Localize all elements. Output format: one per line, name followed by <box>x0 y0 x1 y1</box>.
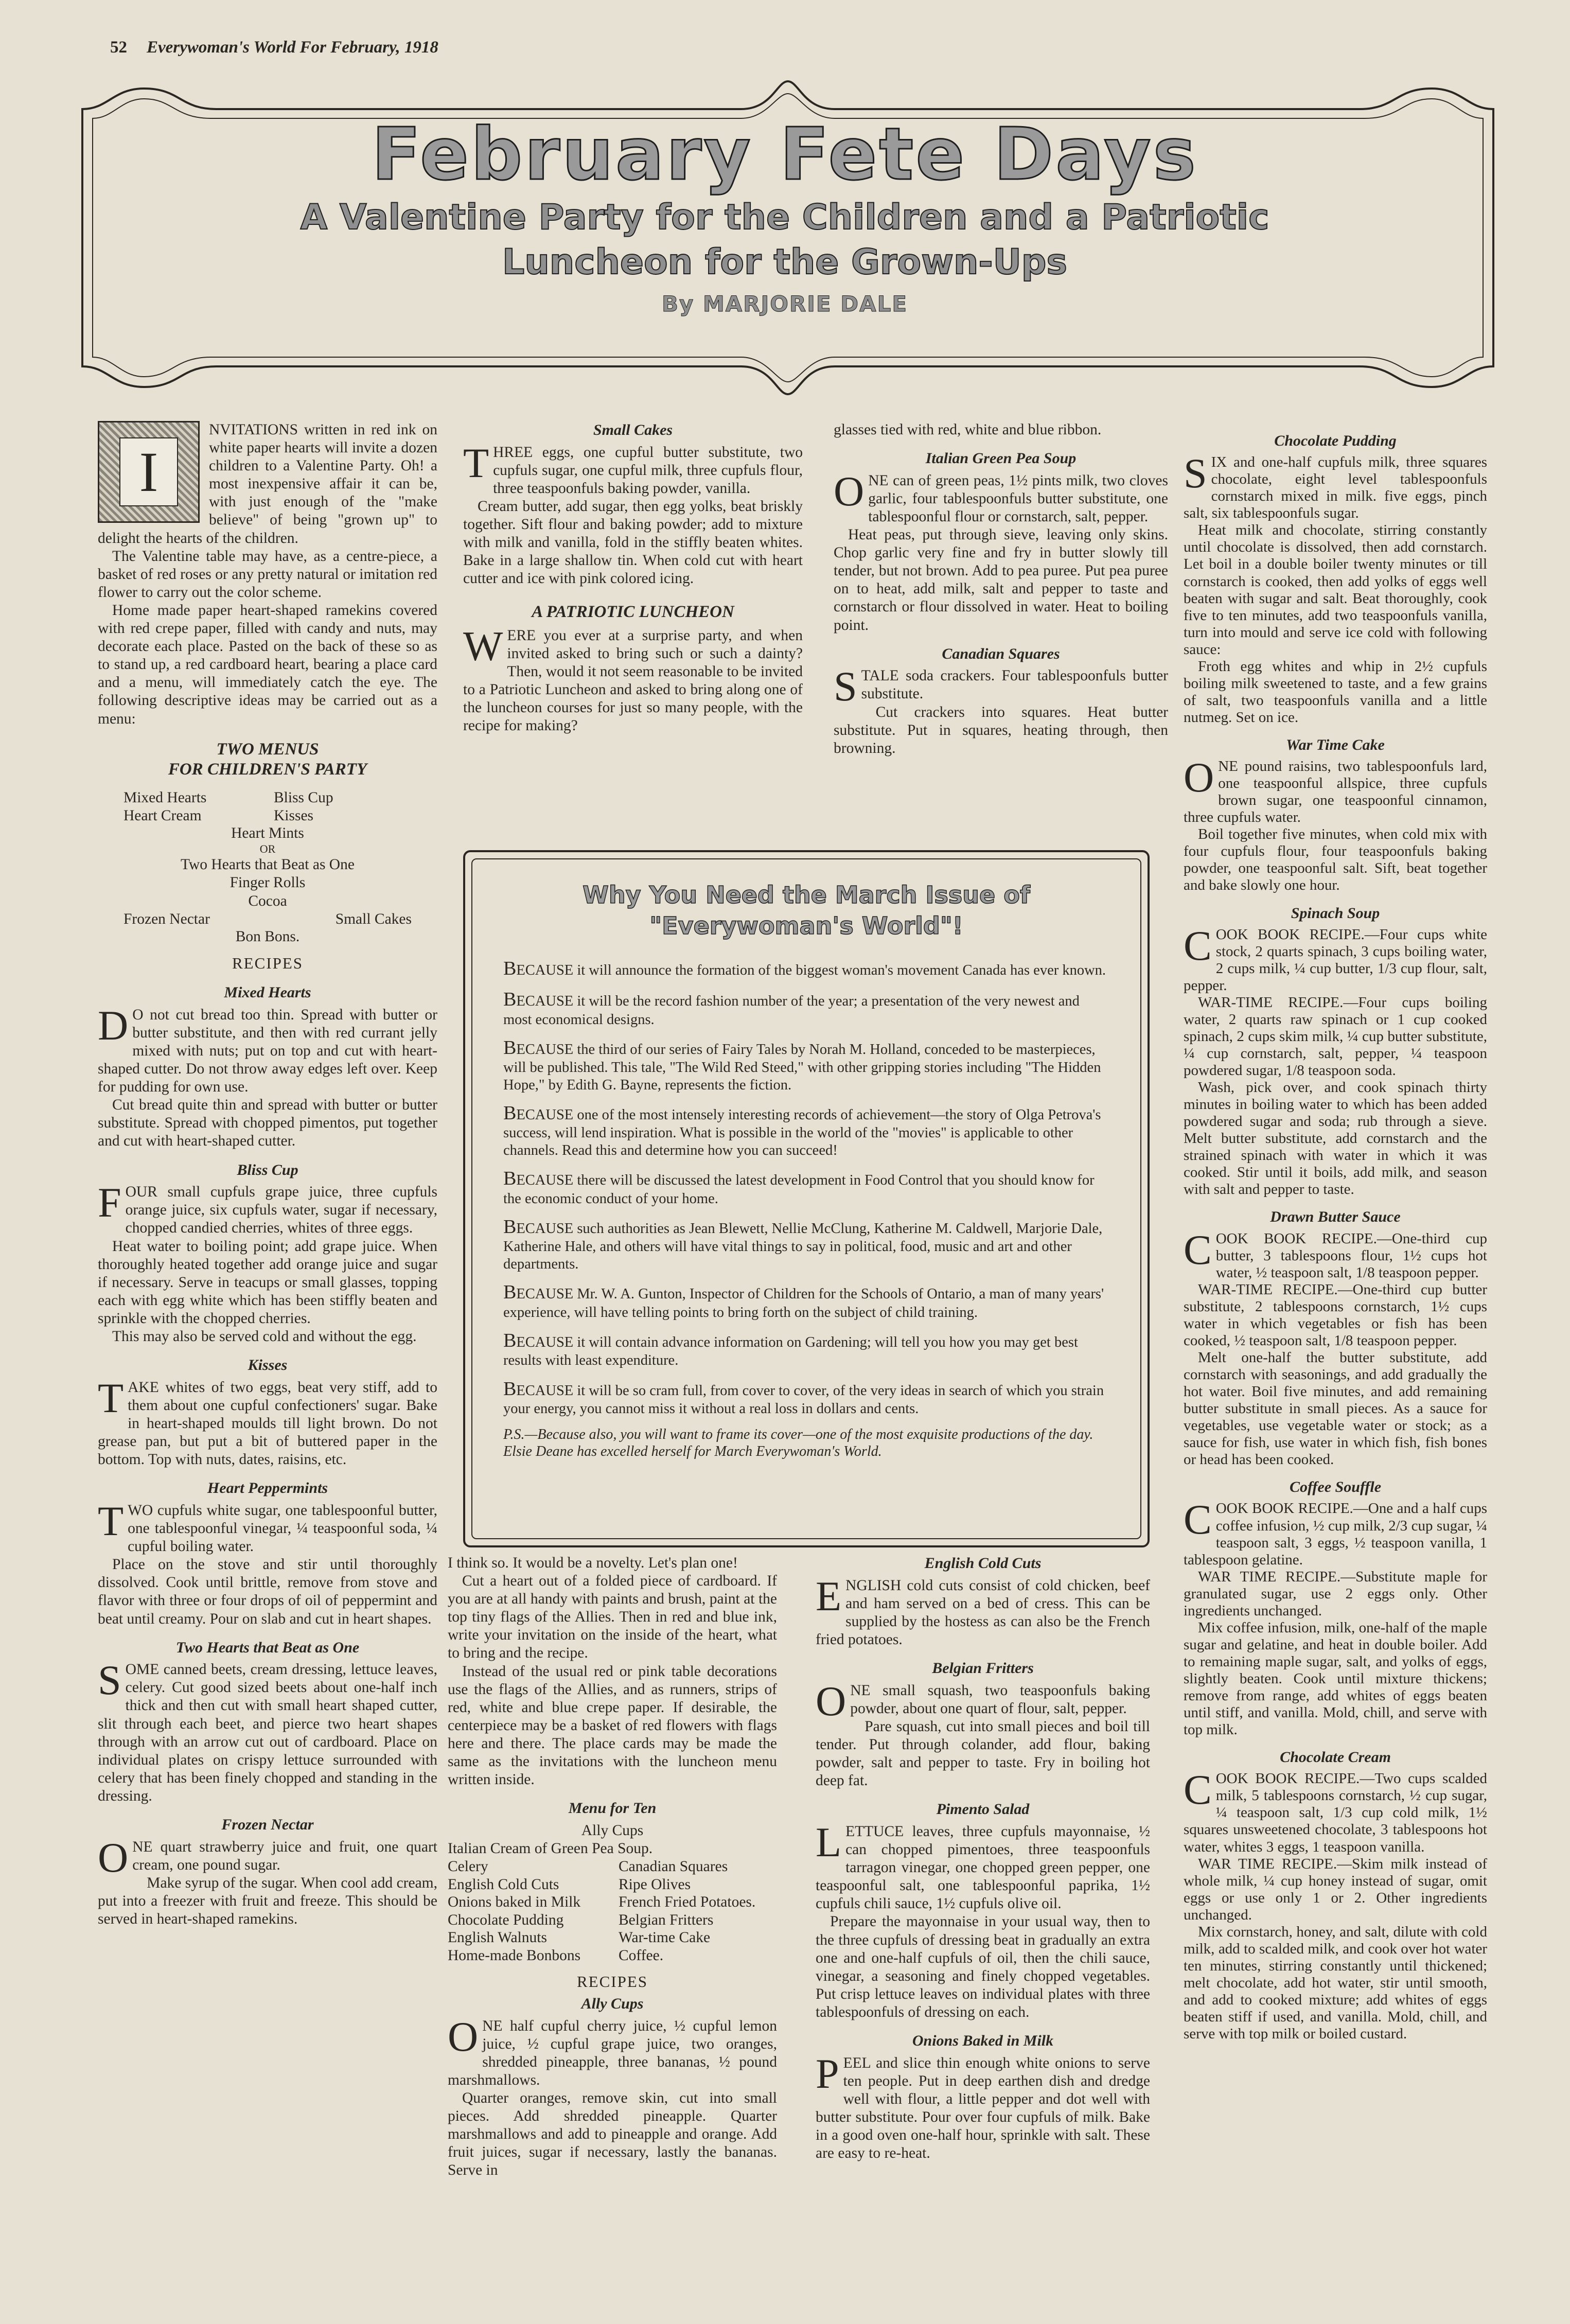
recipe-heading: Small Cakes <box>593 421 673 438</box>
box-item: BECAUSE it will be so cram full, from cover to cover, of the very ideas in search of which you strain your energy, you cannot miss it without a real loss in dollars and cents. <box>503 1378 1104 1417</box>
drop-cap: S <box>834 663 857 710</box>
drop-cap: P <box>816 2050 839 2097</box>
drop-cap: T <box>98 1374 124 1421</box>
recipe-text: Mix cornstarch, honey, and salt, dilute with cold milk, add to scalded milk, and cook over hot water ten minutes, stirring constantly until thickened; melt chocolate, add hot water, stir until smooth, and add to cooked mixture; add whites of eggs beaten stiff if used, and vanilla. Mold, chill, and serve with top milk or boiled custard. <box>1184 1923 1487 2043</box>
drop-cap: C <box>1184 922 1212 969</box>
box-item: BECAUSE such authorities as Jean Blewett, Nellie McClung, Katherine M. Caldwell, Marjorie Dale, Katherine Hale, and others will have vital things to say in political, food, music and art and other departments. <box>503 1216 1103 1272</box>
recipe-text: HREE eggs, one cupful butter substitute, two cupfuls sugar, one cupful milk, three cupfuls flour, three teaspoonfuls baking powder, vanilla. <box>493 444 803 497</box>
menu-item: Small Cakes <box>335 910 412 927</box>
box-item: BECAUSE there will be discussed the latest development in Food Control that you should know for the economic conduct of your home. <box>503 1168 1095 1207</box>
recipe-text: O not cut bread too thin. Spread with butter or butter substitute, and then with red currant jelly mixed with nuts; put on top and cut with heart-shaped cutter. Do not throw away edges left over. Keep for pudding for own use. <box>98 1006 437 1096</box>
recipe-text: NGLISH cold cuts consist of cold chicken, beef and ham served on a bed of cress. This can be supplied by the hostess as can also be the French fried potatoes. <box>816 1577 1150 1648</box>
recipe-heading: Spinach Soup <box>1291 904 1380 922</box>
menu-item: Frozen Nectar <box>124 910 210 927</box>
recipe-text: This may also be served cold and without the egg. <box>112 1328 417 1345</box>
drop-cap: O <box>816 1677 846 1724</box>
section-heading: A PATRIOTIC LUNCHEON <box>532 603 734 622</box>
running-title: Everywoman's World For February, 1918 <box>147 38 438 57</box>
main-title: February Fete Days <box>372 113 1198 197</box>
recipe-text: NE pound raisins, two tablespoonfuls lard, one teaspoonful allspice, three cupfuls brown sugar, one teaspoonful cinnamon, three cupfuls water. <box>1184 758 1487 826</box>
page-number: 52 <box>110 38 127 57</box>
recipe-text: Prepare the mayonnaise in your usual way, then to the three cupfuls of dressing beat in gradually an extra one and one-half cupfuls of oil, then the chili sauce, vinegar, a seasoning and finely chopped vegetables. Put crisp lettuce leaves on individual plates with three tablespoonfuls of dressing on each. <box>816 1913 1150 2020</box>
recipe-text: Make syrup of the sugar. When cool add cream, put into a freezer with fruit and freeze. This should be served in heart-shaped ramekins. <box>98 1874 437 1928</box>
menu-item: Mixed Hearts <box>124 789 207 806</box>
recipe-text: NE small squash, two teaspoonfuls baking powder, about one quart of flour, salt, pepper. <box>850 1682 1150 1717</box>
box-item: BECAUSE it will announce the formation of the biggest woman's movement Canada has ever known. <box>503 957 1106 979</box>
recipe-heading: Drawn Butter Sauce <box>1270 1208 1401 1226</box>
menu-item: Heart Mints <box>231 825 304 842</box>
menu-item: Italian Cream of Green Pea Soup. <box>448 1840 653 1857</box>
menu-or: OR <box>259 842 276 856</box>
recipe-text: Quarter oranges, remove skin, cut into small pieces. Add shredded pineapple. Quarter marshmallows and add to pineapple and orange. Add fruit juices, sugar if necessary, lastly the bananas. Serve in <box>448 2090 777 2179</box>
drop-cap: W <box>463 622 503 670</box>
page-header <box>110 38 438 57</box>
recipe-heading: Chocolate Cream <box>1280 1749 1391 1766</box>
column-3-upper <box>834 421 1168 758</box>
ornamental-initial: I <box>98 421 200 523</box>
box-title-line-1: Why You Need the March Issue of <box>583 881 1030 909</box>
recipe-text: Pare squash, cut into small pieces and boil till tender. Put through colander, add flour, baking powder, salt and pepper to taste. Fry in boiling hot deep fat. <box>816 1718 1150 1789</box>
children-menu-2 <box>98 910 437 928</box>
menu-item: French Fried Potatoes. <box>619 1894 756 1911</box>
recipe-text: Cream butter, add sugar, then egg yolks, beat briskly together. Sift flour and baking powder; add to mixture with milk and vanilla, fold in the stiffly beaten whites. Bake in a large shallow tin. When cold cut with heart cutter and ice with pink colored icing. <box>463 498 803 587</box>
recipe-heading: Kisses <box>248 1357 288 1374</box>
menu-item: Chocolate Pudding <box>448 1911 564 1928</box>
box-item: BECAUSE Mr. W. A. Gunton, Inspector of Children for the Schools of Ontario, a man of many years' experience, will have telling points to bring forth on the subject of child training. <box>503 1281 1104 1321</box>
box-item: BECAUSE it will contain advance information on Gardening; will tell you how you may get best results with least expenditure. <box>503 1329 1078 1369</box>
recipes-heading: RECIPES <box>232 954 304 973</box>
box-item: BECAUSE it will be the record fashion number of the year; a presentation of the very newest and most economical designs. <box>503 989 1080 1028</box>
column-2-lower <box>448 1554 777 2180</box>
menu-item: Canadian Squares <box>619 1858 728 1875</box>
recipe-heading: Coffee Souffle <box>1289 1478 1382 1496</box>
recipe-heading: Italian Green Pea Soup <box>925 450 1077 467</box>
menu-item: Cocoa <box>248 892 287 909</box>
recipe-heading: Bliss Cup <box>237 1161 298 1178</box>
recipe-heading: Ally Cups <box>581 1995 644 2012</box>
recipe-text: Heat milk and chocolate, stirring constantly until chocolate is dissolved, then add cornstarch. Let boil in a double boiler twenty minutes or till cornstarch is cooked, then add yolks of eggs well beaten with sugar and salt. Beat thoroughly, cook five to ten minutes, add two teaspoonfuls vanilla, turn into mould and serve ice cold with following sauce: <box>1184 522 1487 658</box>
recipe-text: Heat water to boiling point; add grape juice. When thoroughly heated together add orange juice and sugar if necessary. Serve in teacups or small glasses, topping each with egg white which has been stiffly beaten and sprinkle with the chopped cherries. <box>98 1238 437 1327</box>
drop-cap: F <box>98 1179 121 1226</box>
menu-item: English Walnuts <box>448 1929 547 1946</box>
recipe-text: OME canned beets, cream dressing, lettuce leaves, celery. Cut good sized beets about one-half inch thick and then cut with small heart shaped cutter, slit through each beet, and pierce two heart shapes through with an arrow cut out of cardboard. Place on individual plates on crispy lettuce surrounded with celery that has been finely chopped and standing in the dressing. <box>98 1661 437 1804</box>
march-issue-box <box>463 850 1150 1547</box>
recipe-heading: Mixed Hearts <box>224 984 311 1001</box>
menu-item: Ally Cups <box>581 1822 644 1839</box>
recipe-text: Mix coffee infusion, milk, one-half of the maple sugar and gelatine, and heat in double boiler. Add to remaining maple sugar, salt, and yolks of eggs, slightly beaten. Cook until mixture thickens; remove from range, add whites of eggs beaten until stiff, and vanilla. Mold, chill, and serve with top milk. <box>1184 1619 1487 1738</box>
recipe-text: ERE you ever at a surprise party, and when invited asked to bring such or such a dainty? Then, would it not seem reasonable to be invited to a Patriotic Luncheon and asked to bring along one of the luncheon courses for just so many people, with the recipe for making? <box>463 627 803 734</box>
recipe-text: Cut bread quite thin and spread with butter or butter substitute. Spread with chopped pimentos, put together and cut with heart-shaped cutter. <box>98 1097 437 1150</box>
recipes-heading: RECIPES <box>576 1973 648 1991</box>
recipe-heading: Belgian Fritters <box>932 1660 1034 1677</box>
recipe-text: glasses tied with red, white and blue ribbon. <box>834 421 1102 438</box>
menu-item: Bon Bons. <box>235 928 300 945</box>
subtitle-line-2: Luncheon for the Grown-Ups <box>502 242 1067 283</box>
recipe-text: Place on the stove and stir until thoroughly dissolved. Cook until brittle, remove from stove and flavor with three or four drops of oil of peppermint and beat until creamy. Pour on slab and cut in heart shapes. <box>98 1556 437 1627</box>
drop-cap: C <box>1184 1766 1212 1814</box>
recipe-text: Boil together five minutes, when cold mix with four cupfuls flour, four teaspoonfuls baking powder, one teaspoonful salt. Sift, beat together and bake slowly one hour. <box>1184 826 1487 894</box>
recipe-text: —One-third cup butter, 3 tablespoons flour, 1½ cups hot water, ½ teaspoon salt, 1/8 teaspoon pepper. <box>1215 1230 1487 1281</box>
recipe-text: —Two cups scalded milk, 5 tablespoons cornstarch, ½ cup sugar, ¼ teaspoon salt, 1/3 cup cold milk, 1½ squares unsweetened chocolate, 3 tablespoons hot water, whites 3 eggs, 1 teaspoon vanilla. <box>1184 1770 1488 1855</box>
menu-item: Ripe Olives <box>619 1876 691 1893</box>
recipe-heading: Pimento Salad <box>936 1801 1030 1818</box>
menu-item: Finger Rolls <box>230 874 306 891</box>
drop-cap: E <box>816 1572 842 1619</box>
recipe-text: Melt one-half the butter substitute, add cornstarch with seasonings, and add gradually the hot water. Boil five minutes, and add remaining butter substitute in small pieces. As a sauce for vegetables, use vegetable water or stock; as a sauce for fish, use water in which fish, fish bones or head has been cooked. <box>1184 1349 1487 1468</box>
menu-item: Home-made Bonbons <box>448 1947 581 1964</box>
paragraph: I think so. It would be a novelty. Let's plan one! <box>448 1555 738 1571</box>
recipe-text: —Four cups boiling water, 2 quarts raw spinach or 1 cup cooked spinach, 2 cups skim milk, ¼ cup butter substitute, ¼ cup cornstarch, salt, pepper, ¼ teaspoon powdered sugar, 1/8 teaspoon soda. <box>1184 994 1487 1079</box>
recipe-text: WO cupfuls white sugar, one tablespoonful butter, one tablespoonful vinegar, ¼ teaspoonful soda, ¼ cupful boiling water. <box>128 1502 437 1555</box>
box-title-line-2: "Everywoman's World"! <box>649 911 963 940</box>
box-item: BECAUSE the third of our series of Fairy Tales by Norah M. Holland, conceded to be masterpieces, will be published. This tale, "The Wild Red Steed," with other gripping stories including "The Hidden Hope," by Edith G. Bayne, represents the fiction. <box>503 1036 1101 1093</box>
recipe-text: NE can of green peas, 1½ pints milk, two cloves garlic, four tablespoonfuls butter substitute, one tablespoonful flour or cornstarch, salt, pepper. <box>868 472 1168 525</box>
recipe-heading: Onions Baked in Milk <box>912 2032 1054 2050</box>
drop-cap: T <box>98 1497 124 1544</box>
box-item: BECAUSE one of the most intensely interesting records of achievement—the story of Olga Petrova's success, will lend inspiration. What is possible in the world of the "movies" is applicable to other channels. Read this and determine how you can succeed! <box>503 1102 1101 1158</box>
recipe-text: Heat peas, put through sieve, leaving only skins. Chop garlic very fine and fry in butter slowly till tender, but not brown. Add to pea puree. Put pea puree on to heat, add milk, salt and pepper to taste and cornstarch or flour dissolved in water. Heat to boiling point. <box>834 526 1168 633</box>
column-2-upper <box>463 421 803 735</box>
recipe-heading: Heart Peppermints <box>207 1480 328 1497</box>
recipe-heading: Two Hearts that Beat as One <box>175 1639 360 1656</box>
drop-cap: C <box>1184 1226 1212 1273</box>
drop-cap: S <box>1184 450 1207 497</box>
drop-cap: S <box>98 1657 121 1704</box>
menu-heading: Menu for Ten <box>568 1800 657 1817</box>
recipe-text: ETTUCE leaves, three cupfuls mayonnaise, ½ can chopped pimentoes, three teaspoonfuls tarragon vinegar, one chopped green pepper, one teaspoonful salt, one tablespoonful paprika, 1½ cupfuls chili sauce, 1½ cupfuls olive oil. <box>816 1823 1150 1912</box>
luncheon-menu <box>448 1858 777 1964</box>
menu-item: English Cold Cuts <box>448 1876 559 1893</box>
recipe-heading: War Time Cake <box>1286 736 1385 753</box>
menu-item: Belgian Fritters <box>619 1911 714 1928</box>
recipe-text: —Skim milk instead of whole milk, ¼ cup honey instead of sugar, omit eggs or use only 1 or 2. Other ingredients unchanged. <box>1184 1855 1487 1923</box>
drop-cap: D <box>98 1001 129 1049</box>
recipe-text: EEL and slice thin enough white onions to serve ten people. Put in deep earthen dish and dredge well with flour, a little pepper and dot well with butter substitute. Pour over four cupfuls of milk. Bake in a good oven one-half hour, sprinkle with salt. These are easy to re-heat. <box>816 2054 1150 2162</box>
paragraph: The Valentine table may have, as a centre-piece, a basket of red roses or any pretty natural or imitation red flower to carry out the color scheme. <box>98 548 437 601</box>
menu-item: Bliss Cup <box>274 789 333 806</box>
menus-subtitle: FOR CHILDREN'S PARTY <box>168 760 367 779</box>
menu-item: Kisses <box>274 807 314 824</box>
recipe-heading: Chocolate Pudding <box>1274 432 1397 449</box>
recipe-heading: English Cold Cuts <box>924 1555 1042 1572</box>
recipe-text: IX and one-half cupfuls milk, three squares chocolate, eight level tablespoonfuls cornstarch mixed in milk. five eggs, pinch salt, six tablespoonfuls sugar. <box>1184 454 1487 522</box>
menus-title: TWO MENUS <box>216 740 319 759</box>
recipe-text: Froth egg whites and whip in 2½ cupfuls boiling milk sweetened to taste, and a few grains of salt, two teaspoonfuls vanilla and a little nutmeg. Set on ice. <box>1184 658 1487 726</box>
column-3-lower <box>816 1554 1150 2162</box>
menu-item: Two Hearts that Beat as One <box>181 856 355 873</box>
drop-cap: O <box>834 467 865 515</box>
drop-cap: L <box>816 1819 842 1865</box>
column-4: Chocolate Pudding SIX and one-half cupfuls milk, three squares chocolate, eight level tablespoonfuls cornstarch mixed in milk. five eggs, pinch salt, six tablespoonfuls sugar. Heat milk and chocolate, stirring constantly until chocolate is dissolved, then add cornstarch. Let boil in a double boiler twenty minutes or till cornstarch is cooked, then add yolks of eggs well beaten with sugar and salt. Beat thoroughly, cook five to ten minutes, add two teaspoonfuls vanilla, turn into mould and serve ice cold with following sauce: Froth egg whites and whip in 2½ cupfuls boiling milk sweetened to taste, and a few grains of salt, two teaspoonfuls vanilla and a little nutmeg. Set on ice. War Time Cake ONE pound raisins, two tablespoonfuls lard, one teaspoonful allspice, three cupfuls brown sugar, one teaspoonful cinnamon, three cupfuls water. Boil together five minutes, when cold mix with four cupfuls flour, four teaspoonfuls baking powder, one teaspoonful salt. Sift, beat together and bake slowly one hour. Spinach Soup COOK BOOK RECIPE.—Four cups white stock, 2 quarts spinach, 3 cups boiling water, 2 cups milk, ¼ cup butter, 1/3 cup flour, salt, pepper. WAR-TIME RECIPE.—Four cups boiling water, 2 quarts raw spinach or 1 cup cooked spinach, 2 cups skim milk, ¼ cup butter substitute, ¼ cup cornstarch, salt, pepper, ¼ teaspoon powdered sugar, 1/8 teaspoon soda. Wash, pick over, and cook spinach thirty minutes in boiling water to which has been added powdered sugar and soda; rub through a sieve. Melt butter substitute, add cornstarch and the strained spinach with water in which it was cooked. Stir until it boils, add milk, and season with salt and pepper to taste. Drawn Butter Sauce COOK BOOK RECIPE.—One-third cup butter, 3 tablespoons flour, 1½ cups hot water, ½ teaspoon salt, 1/8 teaspoon pepper. WAR-TIME RECIPE.—One-third cup butter substitute, 2 tablespoons cornstarch, 1½ cups water in which vegetables or fish has been cooked, ½ teaspoon salt, 1/8 teaspoon pepper. Melt one-half the butter substitute, add cornstarch with seasonings, and add gradually the hot water. Boil five minutes, and add remaining butter substitute in small pieces. As a sauce for vegetables, use vegetable water or stock; as a sauce for fish, use water in which fish, fish bones or head has been cooked. Coffee Souffle COOK BOOK RECIPE.—One and a half cups coffee infusion, ½ cup milk, 2/3 cup sugar, ¼ teaspoon salt, 3 eggs, ½ teaspoon vanilla, 1 tablespoon gelatine. WAR TIME RECIPE.—Substitute maple for granulated sugar, use 2 eggs only. Other ingredients unchanged. Mix coffee infusion, milk, one-half of the maple sugar and gelatine, and heat in double boiler. Add to remaining maple sugar, salt, and yolks of eggs, slightly beaten. Cook until mixture thickens; remove from range, add whites of eggs beaten until stiff, and vanilla. Mold, chill, and serve with top milk. Chocolate Cream COOK BOOK RECIPE.—Two cups scalded milk, 5 tablespoons cornstarch, ½ cup sugar, ¼ teaspoon salt, 1/3 cup cold milk, 1½ squares unsweetened chocolate, 3 tablespoons hot water, whites 3 eggs, 1 teaspoon vanilla. WAR TIME RECIPE.—Skim milk instead of whole milk, ¼ cup honey instead of sugar, omit eggs or use only 1 or 2. Other ingredients unchanged. Mix cornstarch, honey, and salt, dilute with cold milk, add to scalded milk, and cook over hot water ten minutes, stirring constantly until thickened; melt chocolate, add hot water, stir until smooth, and add to cooked mixture; add whites of eggs beaten stiff if used, and vanilla. Mold, chill, and serve with top milk or boiled custard. <box>1184 432 1488 2043</box>
recipe-text: OUR small cupfuls grape juice, three cupfuls orange juice, six cupfuls water, sugar if necessary, chopped candied cherries, whites of three eggs. <box>125 1184 437 1237</box>
recipe-text: AKE whites of two eggs, beat very stiff, add to them about one cupful confectioners' sugar. Bake in heart-shaped moulds till light brown. Do not grease pan, but put a bit of buttered paper in the bottom. Top with nuts, dates, raisins, etc. <box>98 1379 437 1468</box>
recipe-text: NE quart strawberry juice and fruit, one quart cream, one pound sugar. <box>132 1838 437 1873</box>
recipe-text: —One-third cup butter substitute, 2 tablespoons cornstarch, 1½ cups water in which vegetables or fish has been cooked, ½ teaspoon salt, 1/8 teaspoon pepper. <box>1184 1281 1488 1349</box>
menu-item: Heart Cream <box>124 807 202 824</box>
drop-cap: T <box>463 439 489 486</box>
subtitle-line-1: A Valentine Party for the Children and a Patriotic <box>300 197 1269 238</box>
intro-paragraph: NVITATIONS written in red ink on white paper hearts will invite a dozen children to a Valentine Party. Oh! a most inexpensive affair it can be, with just enough of the "make believe" of being "grown up" to delight the hearts of the children. <box>98 421 437 547</box>
recipe-text: TALE soda crackers. Four tablespoonfuls butter substitute. <box>861 667 1168 702</box>
children-menu <box>98 789 437 824</box>
paragraph: Cut a heart out of a folded piece of cardboard. If you are at all handy with paints and brush, paint at the top tiny flags of the Allies. Then in red and blue ink, write your invitation on the inside of the heart, what to bring and the recipe. <box>448 1573 777 1662</box>
drop-cap: C <box>1184 1496 1212 1543</box>
byline: By MARJORIE DALE <box>661 291 908 316</box>
recipe-text: —Four cups white stock, 2 quarts spinach, 3 cups boiling water, 2 cups milk, ¼ cup butter, 1/3 cup flour, salt, pepper. <box>1184 926 1488 994</box>
recipe-text: Wash, pick over, and cook spinach thirty minutes in boiling water to which has been added powdered sugar and soda; rub through a sieve. Melt butter substitute, add cornstarch and the strained spinach with water in which it was cooked. Stir until it boils, add milk, and season with salt and pepper to taste. <box>1184 1079 1487 1198</box>
menu-item: Coffee. <box>619 1947 664 1964</box>
paragraph: Home made paper heart-shaped ramekins covered with red crepe paper, filled with candy and nuts, may decorate each place. Pasted on the back of these so as to stand up, a red cardboard heart, bearing a place card and a menu, will immediately catch the eye. The following descriptive ideas may be carried out as a menu: <box>98 602 437 727</box>
column-1 <box>98 421 437 1928</box>
menu-item: Celery <box>448 1858 488 1875</box>
recipe-text: NE half cupful cherry juice, ½ cupful lemon juice, ½ cupful grape juice, two oranges, shredded pineapple, three bananas, ½ pound marshmallows. <box>448 2017 777 2088</box>
drop-cap: O <box>98 1834 129 1881</box>
recipe-heading: Frozen Nectar <box>221 1816 314 1834</box>
drop-cap: O <box>448 2013 479 2060</box>
drop-cap: O <box>1184 754 1214 801</box>
recipe-text: —Substitute maple for granulated sugar, use 2 eggs only. Other ingredients unchanged. <box>1184 1568 1487 1619</box>
menu-item: Onions baked in Milk <box>448 1894 581 1911</box>
title-block <box>154 113 1415 316</box>
recipe-text: Cut crackers into squares. Heat butter substitute. Put in squares, heating through, then browning. <box>834 703 1168 756</box>
recipe-heading: Canadian Squares <box>942 645 1060 662</box>
paragraph: Instead of the usual red or pink table decorations use the flags of the Allies, and as runners, strips of red, white and blue crepe paper. If desirable, the centerpiece may be a basket of red flowers with flags here and there. The place cards may be made the same as the invitations with the luncheon menu written inside. <box>448 1663 777 1788</box>
recipe-text: —One and a half cups coffee infusion, ½ cup milk, 2/3 cup sugar, ¼ teaspoon salt, 3 eggs, ½ teaspoon vanilla, 1 tablespoon gelatine. <box>1184 1500 1487 1568</box>
menu-item: War-time Cake <box>619 1929 711 1946</box>
box-postscript: P.S.—Because also, you will want to frame its cover—one of the most exquisite productions of the day. Elsie Deane has excelled herself for March Everywoman's World. <box>503 1427 1093 1460</box>
